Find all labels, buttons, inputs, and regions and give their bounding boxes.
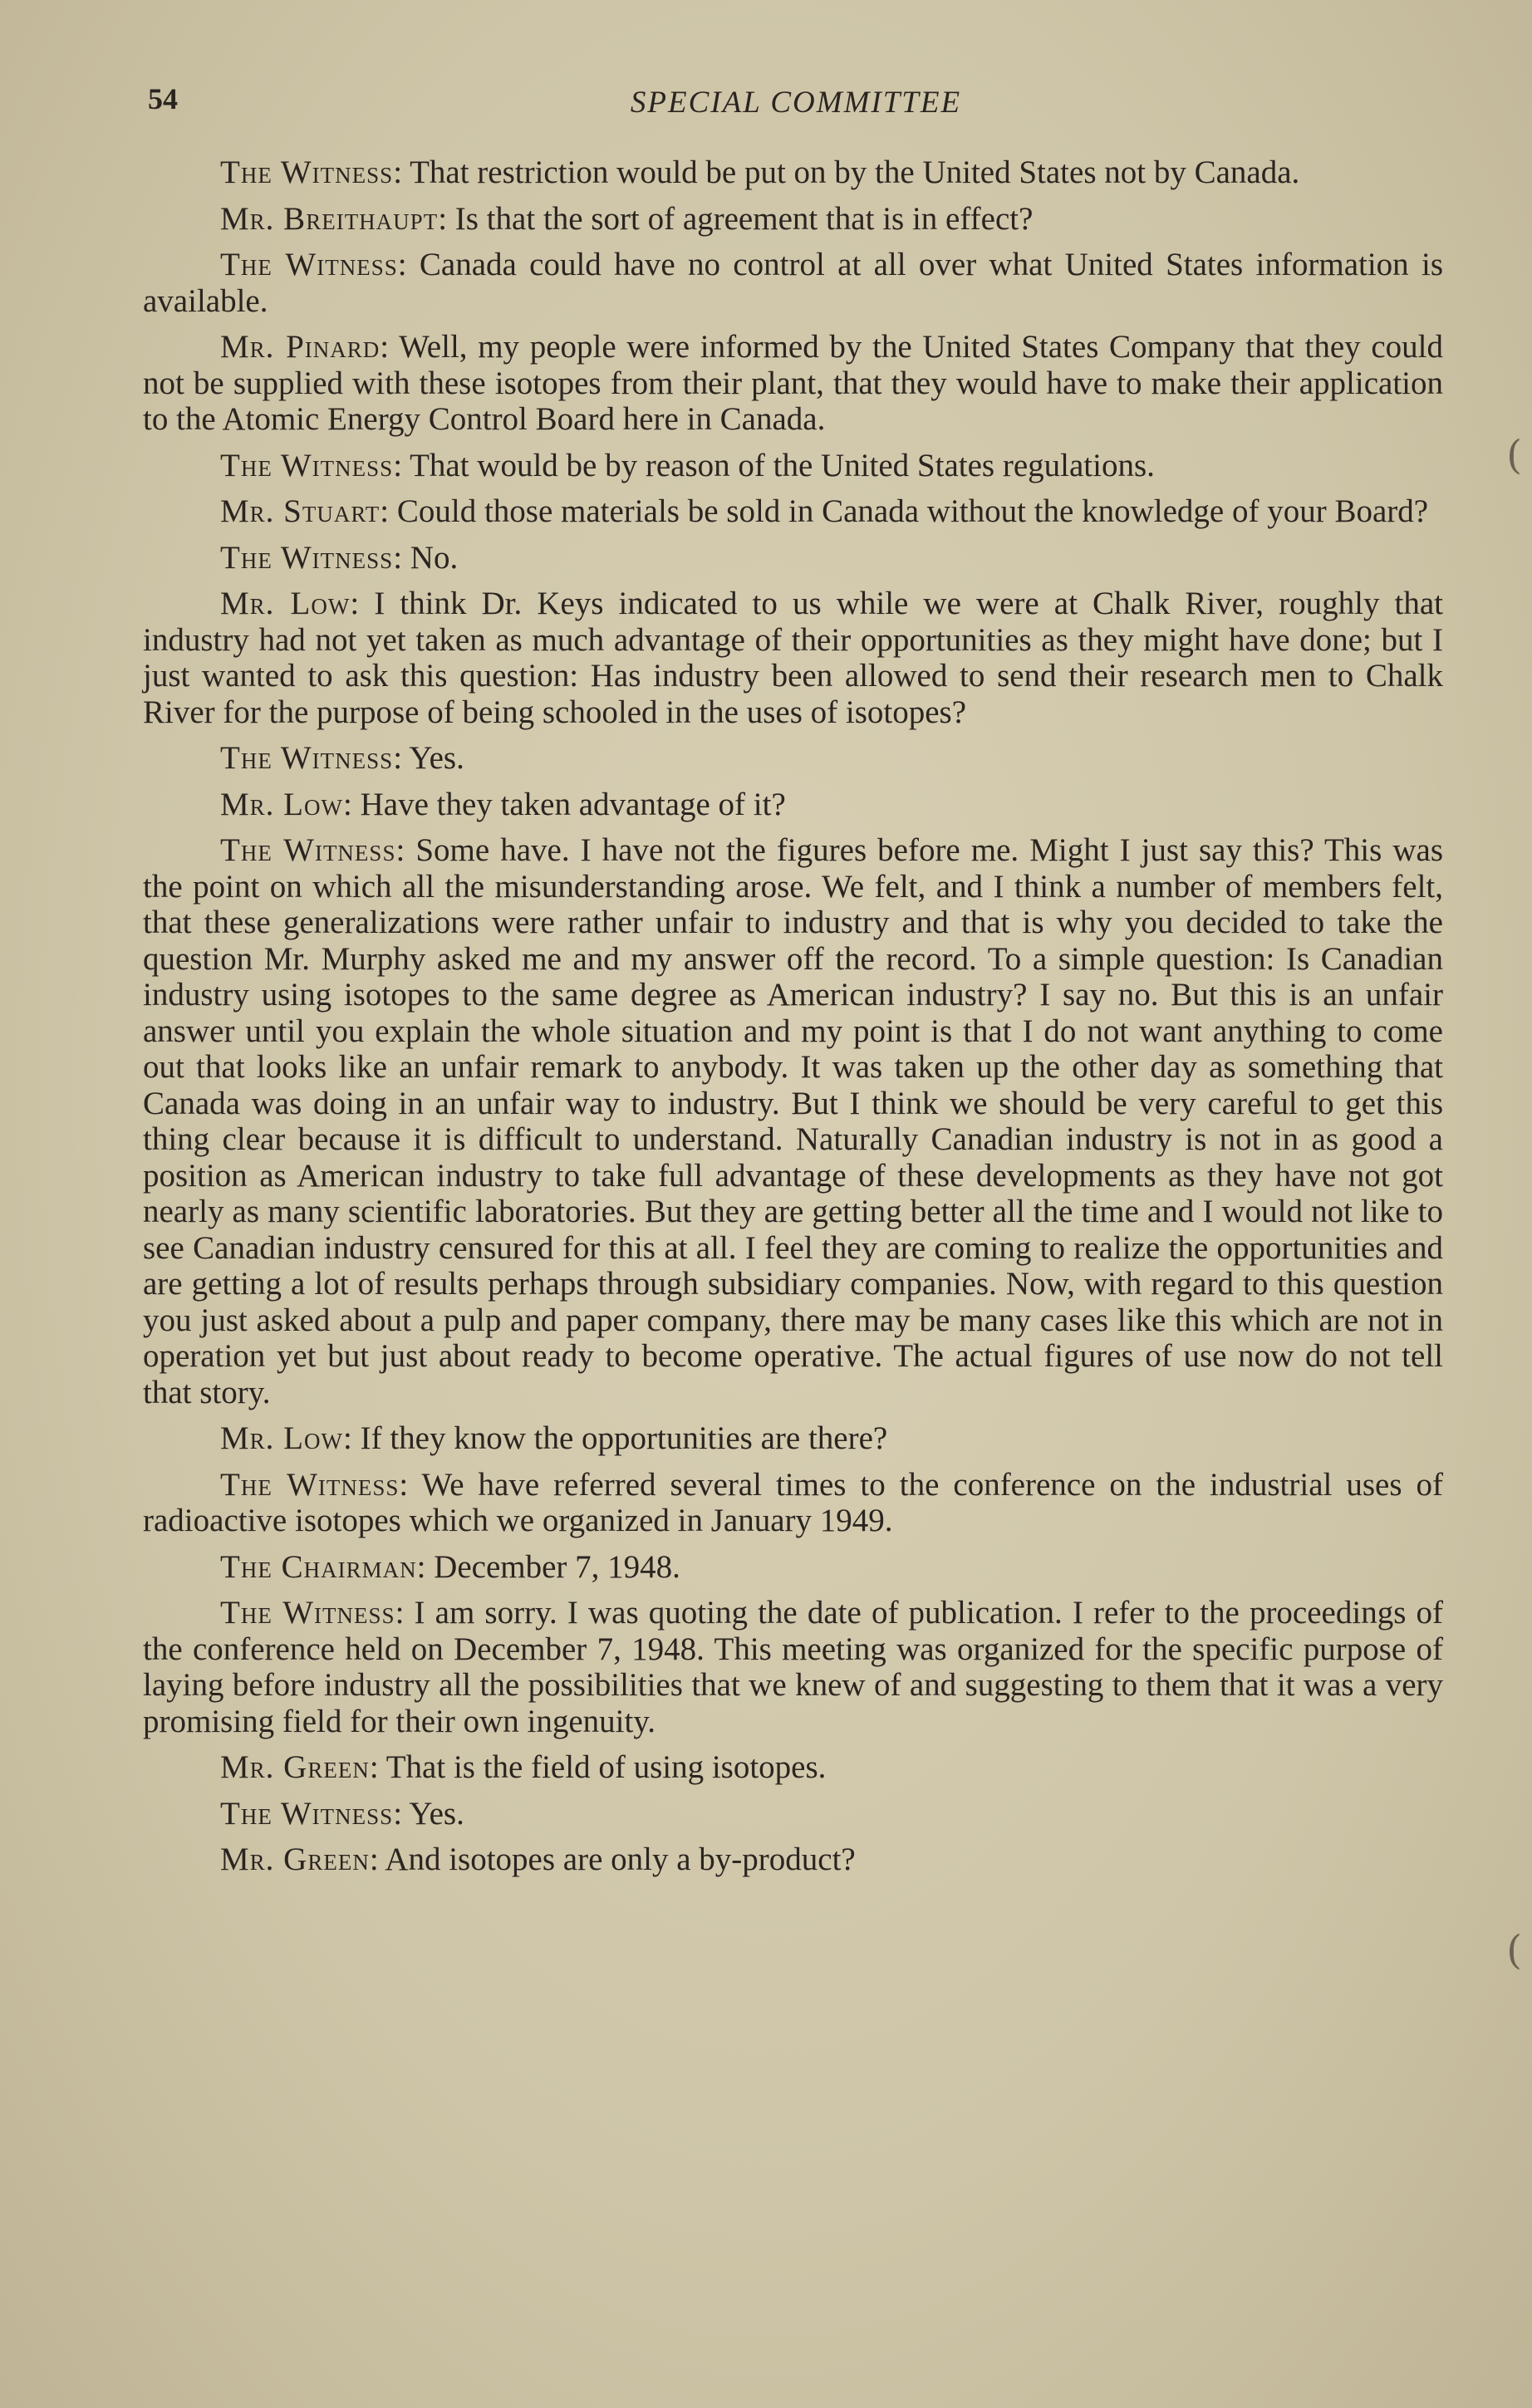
paragraph: The Witness: We have referred several times to the conference on the industrial uses of radioactive isotopes which we organized in January 1949. — [143, 1466, 1443, 1538]
transcript-body — [143, 154, 1443, 1888]
speaker-name: Mr. Green — [220, 1749, 370, 1785]
speaker-name: The Witness — [220, 740, 394, 776]
paragraph: The Witness: That would be by reason of the United States regulations. — [220, 447, 1155, 483]
paragraph: Mr. Breithaupt: Is that the sort of agreement that is in effect? — [220, 200, 1034, 237]
speaker-name: Mr. Low — [220, 1420, 343, 1456]
binding-mark: ( — [1506, 432, 1522, 478]
paragraph: The Witness: I am sorry. I was quoting the date of publication. I refer to the proceedings of the conference held on December 7, 1948. This meeting was organized for the specific purpose of laying before industry all the possibilities that we knew of and suggesting to them that it was a very promising field for their own ingenuity. — [143, 1595, 1443, 1739]
speaker-name: The Witness — [220, 154, 394, 190]
speech-text: If they know the opportunities are there? — [360, 1420, 888, 1456]
speech-text: I think Dr. Keys indicated to us while we were at Chalk River, roughly that industry had not yet taken as much advantage of their opportunities as they might have done; but I just wanted to ask this question: Has industry been allowed to send their research men to Chalk River for the purpose of being schooled in the uses of isotopes? — [143, 586, 1443, 730]
speech-text: Some have. I have not the figures before me. Might I just say this? This was the point on which all the misunderstanding arose. We felt, and I think a number of members felt, that these generalizations were rather unfair to industry and that is why you decided to take the question Mr. Murphy asked me and my answer off the record. To a simple question: Is Canadian industry using isotopes to the same degree as American industry? I say no. But this is an unfair answer until you explain the whole situation and my point is that I do not want anything to come out that looks like an unfair remark to anybody. It was taken up the other day as something that Canada was doing in an unfair way to industry. But I think we should be very careful to get this thing clear because it is difficult to understand. Naturally Canadian industry is not in as good a position as American industry to take full advantage of these developments as they have not got nearly as many scientific laboratories. But they are getting better all the time and I would not like to see Canadian industry censured for this at all. I feel they are coming to realize the opportunities and are getting a lot of results perhaps through subsidiary companies. Now, with regard to this question you just asked about a pulp and paper company, there may be many cases like this which are not in operation yet but just about ready to become operative. The actual figures of use now do not tell that story. — [143, 832, 1443, 1410]
paragraph: Mr. Low: I think Dr. Keys indicated to us while we were at Chalk River, roughly that industry had not yet taken as much advantage of their opportunities as they might have done; but I just wanted to ask this question: Has industry been allowed to send their research men to Chalk River for the purpose of being schooled in the uses of isotopes? — [143, 586, 1443, 730]
speech-text: That restriction would be put on by the United States not by Canada. — [410, 154, 1300, 190]
speaker-name: Mr. Stuart — [220, 493, 381, 529]
speech-text: Well, my people were informed by the United States Company that they could not be supplied with these isotopes from their plant, that they would have to make their application to the Atomic Energy Control Board here in Canada. — [143, 329, 1443, 437]
paragraph: The Witness: Canada could have no control at all over what United States information is available. — [143, 247, 1443, 319]
speaker-name: The Chairman — [220, 1548, 417, 1585]
speech-text: Is that the sort of agreement that is in effect? — [454, 200, 1034, 237]
paragraph: The Witness: Yes. — [220, 740, 464, 776]
speech-text: We have referred several times to the conference on the industrial uses of radioactive isotopes which we organized in January 1949. — [143, 1466, 1443, 1538]
speaker-name: The Witness — [220, 447, 394, 483]
running-head: SPECIAL COMMITTEE — [630, 86, 962, 120]
speaker-name: Mr. Pinard — [220, 329, 381, 365]
paragraph: The Witness: Yes. — [220, 1795, 464, 1832]
paragraph: The Chairman: December 7, 1948. — [220, 1548, 680, 1585]
speaker-name: Mr. Green — [220, 1842, 370, 1877]
page-header — [148, 81, 1444, 131]
speech-text: Yes. — [409, 1795, 464, 1832]
paragraph: The Witness: No. — [220, 539, 459, 576]
speaker-name: The Witness — [220, 539, 394, 576]
binding-mark: ( — [1506, 1927, 1522, 1974]
speech-text: Yes. — [409, 740, 464, 776]
speech-text: That is the field of using isotopes. — [385, 1749, 827, 1785]
page-number: 54 — [148, 82, 178, 115]
speech-text: No. — [410, 539, 459, 576]
speech-text: And isotopes are only a by-product? — [385, 1842, 856, 1877]
speaker-name: The Witness — [220, 1795, 394, 1832]
speech-text: That would be by reason of the United States regulations. — [410, 447, 1155, 483]
speech-text: Could those materials be sold in Canada without the knowledge of your Board? — [396, 493, 1429, 529]
speech-text: Have they taken advantage of it? — [360, 786, 786, 822]
paragraph: Mr. Stuart: Could those materials be sold in Canada without the knowledge of your Board? — [220, 493, 1429, 529]
speaker-name: The Witness — [220, 247, 398, 282]
paragraph: Mr. Low: If they know the opportunities are there? — [220, 1420, 888, 1456]
speaker-name: Mr. Breithaupt — [220, 200, 439, 237]
speech-text: Canada could have no control at all over what United States information is available. — [143, 247, 1443, 319]
speaker-name: The Witness — [220, 832, 396, 868]
speech-text: December 7, 1948. — [434, 1548, 680, 1585]
speaker-name: Mr. Low — [220, 586, 351, 621]
paragraph: The Witness: Some have. I have not the figures before me. Might I just say this? This was the point on which all the misunderstanding arose. We felt, and I think a number of members felt, that these generalizations were rather unfair to industry and that is why you decided to take the question Mr. Murphy asked me and my answer off the record. To a simple question: Is Canadian industry using isotopes to the same degree as American industry? I say no. But this is an unfair answer until you explain the whole situation and my point is that I do not want anything to come out that looks like an unfair remark to anybody. It was taken up the other day as something that Canada was doing in an unfair way to industry. But I think we should be very careful to get this thing clear because it is difficult to understand. Naturally Canadian industry is not in as good a position as American industry to take full advantage of these developments as they have not got nearly as many scientific laboratories. But they are getting better all the time and I would not like to see Canadian industry censured for this at all. I feel they are coming to realize the opportunities and are getting a lot of results perhaps through subsidiary companies. Now, with regard to this question you just asked about a pulp and paper company, there may be many cases like this which are not in operation yet but just about ready to become operative. The actual figures of use now do not tell that story. — [143, 832, 1443, 1410]
speaker-name: The Witness — [220, 1466, 400, 1503]
paragraph: The Witness: That restriction would be put on by the United States not by Canada. — [220, 154, 1300, 190]
paragraph: Mr. Low: Have they taken advantage of it? — [220, 786, 786, 822]
paragraph: Mr. Pinard: Well, my people were informed by the United States Company that they could not be supplied with these isotopes from their plant, that they would have to make their application to the Atomic Energy Control Board here in Canada. — [143, 329, 1443, 437]
speaker-name: The Witness — [220, 1595, 395, 1631]
paragraph: Mr. Green: And isotopes are only a by-product? — [220, 1842, 856, 1877]
speech-text: I am sorry. I was quoting the date of publication. I refer to the proceedings of the conference held on December 7, 1948. This meeting was organized for the specific purpose of laying before industry all the possibilities that we knew of and suggesting to them that it was a very promising field for their own ingenuity. — [143, 1595, 1443, 1739]
paragraph: Mr. Green: That is the field of using isotopes. — [220, 1749, 827, 1785]
speaker-name: Mr. Low — [220, 786, 343, 822]
